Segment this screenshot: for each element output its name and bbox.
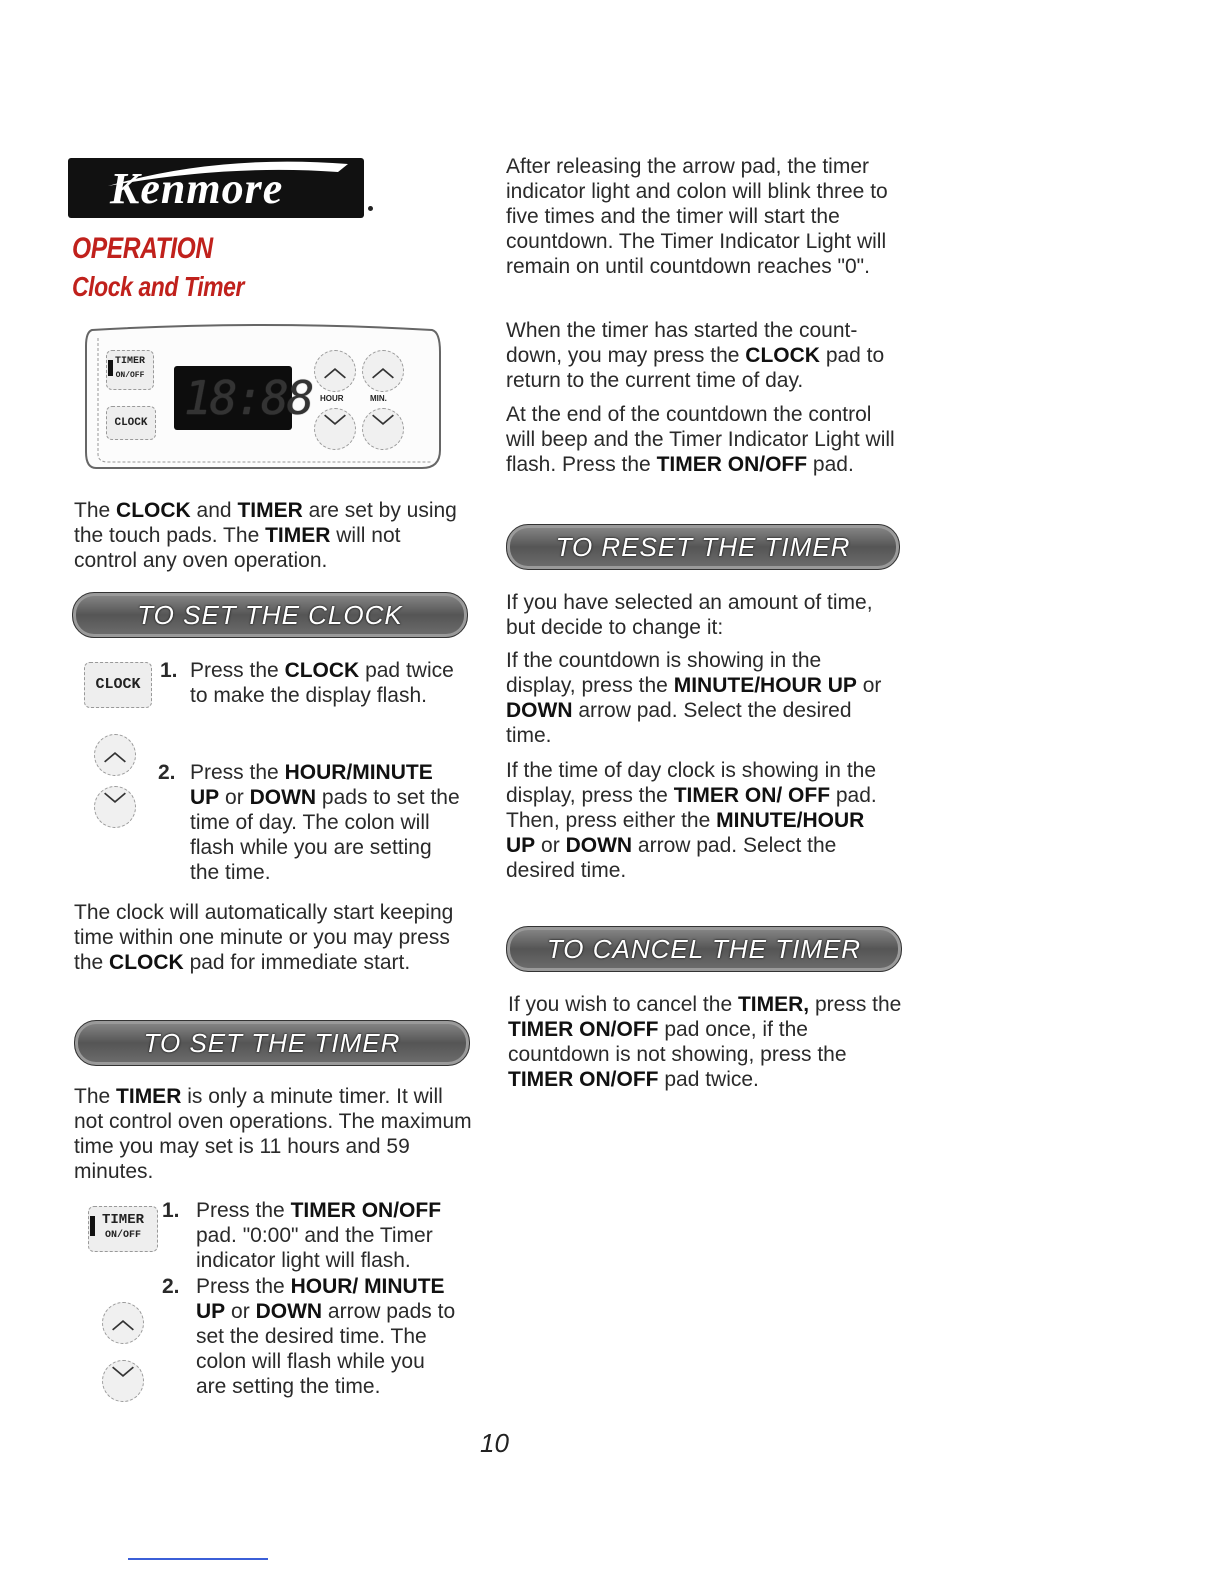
timer-step2-number: 2. [162,1275,180,1298]
clock-step1-number: 1. [160,659,178,682]
clock-return-paragraph: When the timer has started the count-down, you may press the CLOCK pad to return to the current time of day. [506,319,885,392]
countdown-end-paragraph: At the end of the countdown the control will beep and the Timer Indicator Light will flash. Press the TIMER ON/OFF pad. [506,403,895,476]
clock-step2-text: Press the HOUR/MINUTE UP or DOWN pads to set the time of day. The colon will flash while you are setting the time. [190,761,460,884]
page-number: 10 [480,1428,509,1458]
up-arrow-icon: ︿ [102,1302,144,1344]
hour-label: HOUR [320,394,344,403]
set-timer-banner: TO SET THE TIMER [74,1020,470,1066]
timer-indicator-light [90,1216,95,1236]
cancel-timer-paragraph: If you wish to cancel the TIMER, press the TIMER ON/OFF pad once, if the countdown is not showing, press the TIMER ON/OFF pad twice. [508,993,902,1091]
clock-pad-icon: CLOCK [84,662,152,708]
clock-after-paragraph: The clock will automatically start keeping time within one minute or you may press the CLOCK pad for immediate start. [74,901,454,974]
timer-step1-number: 1. [162,1199,180,1222]
logo-registered-dot [368,206,373,211]
reset-timer-banner: TO RESET THE TIMER [506,524,900,570]
min-label: MIN. [370,394,387,403]
panel-timer-label: TIMER [114,356,145,367]
down-arrow-icon: ﹀ [102,1360,144,1402]
countdown-paragraph: After releasing the arrow pad, the timer indicator light and colon will blink three to five times and the timer will start the countdown. The Timer Indicator Light will remain on until countdown reaches "0". [506,155,888,278]
panel-clock-pad: CLOCK [106,406,156,440]
timer-indicator-light [108,360,113,376]
panel-timer-pad [106,350,154,390]
section-title: OPERATION [72,232,213,265]
intro-paragraph: The CLOCK and TIMER are set by using the touch pads. The TIMER will not control any oven operation. [74,499,457,572]
section-subtitle: Clock and Timer [72,271,245,302]
up-arrow-icon: ︿ [94,734,136,776]
kenmore-logo [68,158,364,218]
digital-display [174,366,313,430]
clock-step1-text: Press the CLOCK pad twice to make the display flash. [190,659,454,707]
set-timer-intro: The TIMER is only a minute timer. It will not control oven operations. The maximum time you may set is 11 hours and 59 minutes. [74,1085,472,1183]
hour-up-icon: ︿ [314,350,356,392]
control-panel-illustration [82,322,442,472]
panel-onoff-label: ON/OFF [115,371,145,380]
display-digits: 18:88 [184,371,313,425]
reset-intro-paragraph: If you have selected an amount of time, but decide to change it: [506,591,873,639]
timer-step2-text: Press the HOUR/ MINUTE UP or DOWN arrow pads to set the desired time. The colon will flash while you are setting the time. [196,1275,456,1398]
timer-pad-onoff: ON/OFF [104,1230,141,1241]
timer-pad-icon [88,1206,158,1252]
minute-down-icon: ﹀ [362,408,404,450]
cancel-timer-banner: TO CANCEL THE TIMER [506,926,902,972]
clock-step2-number: 2. [158,761,176,784]
down-arrow-icon: ﹀ [94,786,136,828]
logo-text: Kenmore [110,164,284,213]
minute-up-icon: ︿ [362,350,404,392]
footer-rule [128,1558,268,1560]
reset-countdown-paragraph: If the countdown is showing in the display, press the MINUTE/HOUR UP or DOWN arrow pad. Select the desired time. [506,649,882,747]
hour-down-icon: ﹀ [314,408,356,450]
reset-clock-paragraph: If the time of day clock is showing in the display, press the TIMER ON/ OFF pad. Then, press either the MINUTE/HOUR UP or DOWN arrow pad. Select the desired time. [506,759,877,882]
timer-pad-label: TIMER [101,1212,144,1228]
set-clock-banner: TO SET THE CLOCK [72,592,468,638]
timer-step1-text: Press the TIMER ON/OFF pad. "0:00" and the Timer indicator light will flash. [196,1199,442,1272]
